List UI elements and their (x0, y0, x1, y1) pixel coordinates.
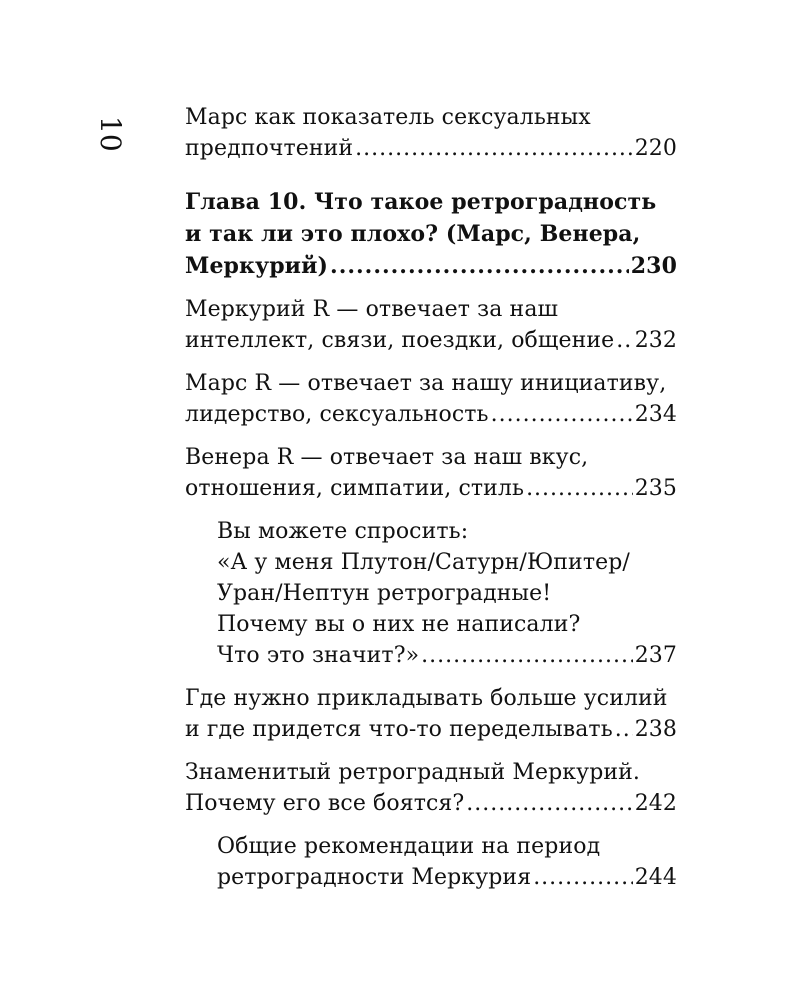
toc-entry (185, 683, 677, 745)
toc-entry-line: Где нужно прикладывать больше усилий (185, 686, 668, 711)
toc-entry-last-line (185, 473, 677, 504)
page-number: 10 (94, 116, 127, 152)
toc-entry-line: Знаменитый ретроградный Меркурий. (185, 760, 641, 785)
toc-entry-text: отношения, симпатии, стиль (185, 476, 525, 501)
dot-leader (533, 862, 633, 893)
toc-subentry (217, 516, 677, 671)
toc-entry (185, 102, 677, 164)
toc-entry-line: Меркурий R — отвечает за наш (185, 297, 559, 322)
toc-entry-last-line (185, 325, 677, 356)
toc-entry-line: Уран/Нептун ретроградные! (217, 581, 552, 606)
toc-entry-last-line (185, 133, 677, 164)
toc-entry-text: ретроградности Меркурия (217, 865, 532, 890)
toc-entry-last-line (185, 714, 677, 745)
toc-page-number: 238 (634, 717, 677, 742)
toc-entry-last-line (217, 862, 677, 893)
toc-entry (185, 442, 677, 504)
toc-entry-last-line (217, 640, 677, 671)
toc-entry (185, 368, 677, 430)
toc-page-number: 230 (630, 253, 677, 279)
toc-entry-line: «А у меня Плутон/Сатурн/Юпитер/ (217, 550, 630, 575)
dot-leader (526, 473, 633, 504)
toc-entry (185, 294, 677, 356)
toc-page-number: 242 (634, 791, 677, 816)
toc-entry-text: Что это значит?» (217, 643, 420, 668)
toc-subentry (217, 831, 677, 893)
toc-entry-last-line (185, 788, 677, 819)
toc-entry-text: интеллект, связи, поездки, общение (185, 328, 615, 353)
toc-page-number: 232 (634, 328, 677, 353)
dot-leader (355, 133, 633, 164)
toc-entry-line: Общие рекомендации на период (217, 834, 601, 859)
dot-leader (421, 640, 633, 671)
toc-entry-text: лидерство, сексуальность (185, 402, 489, 427)
toc-entry-line: Почему вы о них не написали? (217, 612, 581, 637)
toc-entry-text: Меркурий) (185, 253, 329, 279)
dot-leader (616, 325, 632, 356)
dot-leader (330, 250, 629, 282)
toc-entry-line: Глава 10. Что такое ретроградность (185, 189, 657, 215)
toc-entry-last-line (185, 399, 677, 430)
toc-entry-line: Марс R — отвечает за нашу инициативу, (185, 371, 667, 396)
toc-entry (185, 757, 677, 819)
dot-leader (466, 788, 632, 819)
toc-entry-line: Венера R — отвечает за наш вкус, (185, 445, 589, 470)
toc-entry-line: Марс как показатель сексуальных (185, 105, 591, 130)
dot-leader (491, 399, 633, 430)
toc-page-number: 234 (634, 402, 677, 427)
toc-page-number: 220 (634, 136, 677, 161)
toc-entry-line: Вы можете спросить: (217, 519, 469, 544)
toc-entry-line: и так ли это плохо? (Марс, Венера, (185, 221, 641, 247)
toc-page-number: 235 (634, 476, 677, 501)
toc-entry-text: предпочтений (185, 136, 354, 161)
toc-entry-text: Почему его все боятся? (185, 791, 465, 816)
table-of-contents (185, 102, 677, 893)
toc-page-number: 244 (634, 865, 677, 890)
dot-leader (615, 714, 633, 745)
toc-entry-last-line (185, 250, 677, 282)
toc-chapter-entry (185, 186, 677, 282)
toc-page-number: 237 (634, 643, 677, 668)
toc-entry-text: и где придется что-то переделывать (185, 717, 613, 742)
